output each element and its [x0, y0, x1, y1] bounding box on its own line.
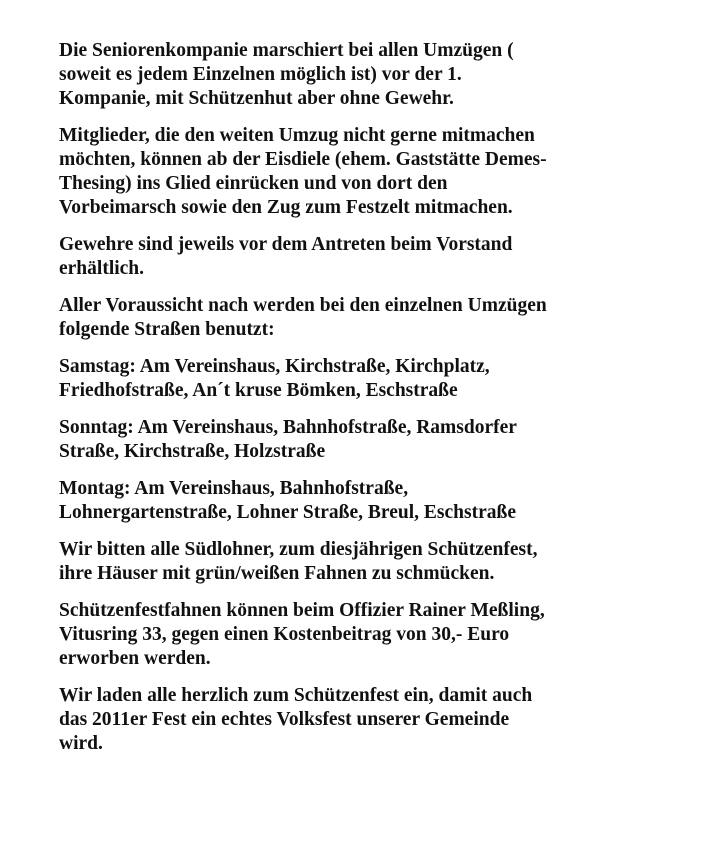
text-line: Schützenfestfahnen können beim Offizier Rainer Meßling, [59, 600, 545, 621]
text-line: Straße, Kirchstraße, Holzstraße [59, 441, 326, 462]
text-line: Lohnergartenstraße, Lohner Straße, Breul, Eschstraße [59, 502, 516, 523]
paragraph-invitation [59, 684, 679, 756]
paragraph-route-intro [59, 294, 679, 342]
text-line: ihre Häuser mit grün/weißen Fahnen zu schmücken. [59, 563, 495, 584]
paragraph-route-monday [59, 477, 679, 525]
text-line: Friedhofstraße, An´t kruse Bömken, Eschstraße [59, 380, 458, 401]
paragraph-members-join [59, 124, 679, 220]
text-line: Gewehre sind jeweils vor dem Antreten beim Vorstand [59, 234, 513, 255]
text-line: Aller Voraussicht nach werden bei den einzelnen Umzügen [59, 295, 547, 316]
text-line: Mitglieder, die den weiten Umzug nicht gerne mitmachen [59, 125, 535, 146]
text-line: Die Seniorenkompanie marschiert bei allen Umzügen ( [59, 40, 514, 61]
text-line: Wir laden alle herzlich zum Schützenfest ein, damit auch [59, 685, 533, 706]
text-line: das 2011er Fest ein echtes Volksfest unserer Gemeinde [59, 709, 510, 730]
paragraph-rifles [59, 233, 679, 281]
document-body [59, 39, 679, 769]
text-line: soweit es jedem Einzelnen möglich ist) vor der 1. [59, 64, 462, 85]
text-line: folgende Straßen benutzt: [59, 319, 275, 340]
text-line: wird. [59, 733, 103, 754]
text-line: Wir bitten alle Südlohner, zum diesjährigen Schützenfest, [59, 539, 538, 560]
text-line: erhältlich. [59, 258, 145, 279]
paragraph-flags-request [59, 538, 679, 586]
text-line: erworben werden. [59, 648, 211, 669]
text-line: möchten, können ab der Eisdiele (ehem. Gaststätte Demes- [59, 149, 547, 170]
paragraph-route-saturday [59, 355, 679, 403]
text-line: Vorbeimarsch sowie den Zug zum Festzelt mitmachen. [59, 197, 513, 218]
text-line: Thesing) ins Glied einrücken und von dort den [59, 173, 448, 194]
paragraph-route-sunday [59, 416, 679, 464]
text-line: Montag: Am Vereinshaus, Bahnhofstraße, [59, 478, 409, 499]
text-line: Samstag: Am Vereinshaus, Kirchstraße, Kirchplatz, [59, 356, 490, 377]
paragraph-senior-company [59, 39, 679, 111]
text-line: Sonntag: Am Vereinshaus, Bahnhofstraße, Ramsdorfer [59, 417, 517, 438]
text-line: Vitusring 33, gegen einen Kostenbeitrag von 30,- Euro [59, 624, 510, 645]
paragraph-flags-purchase [59, 599, 679, 671]
text-line: Kompanie, mit Schützenhut aber ohne Gewehr. [59, 88, 454, 109]
